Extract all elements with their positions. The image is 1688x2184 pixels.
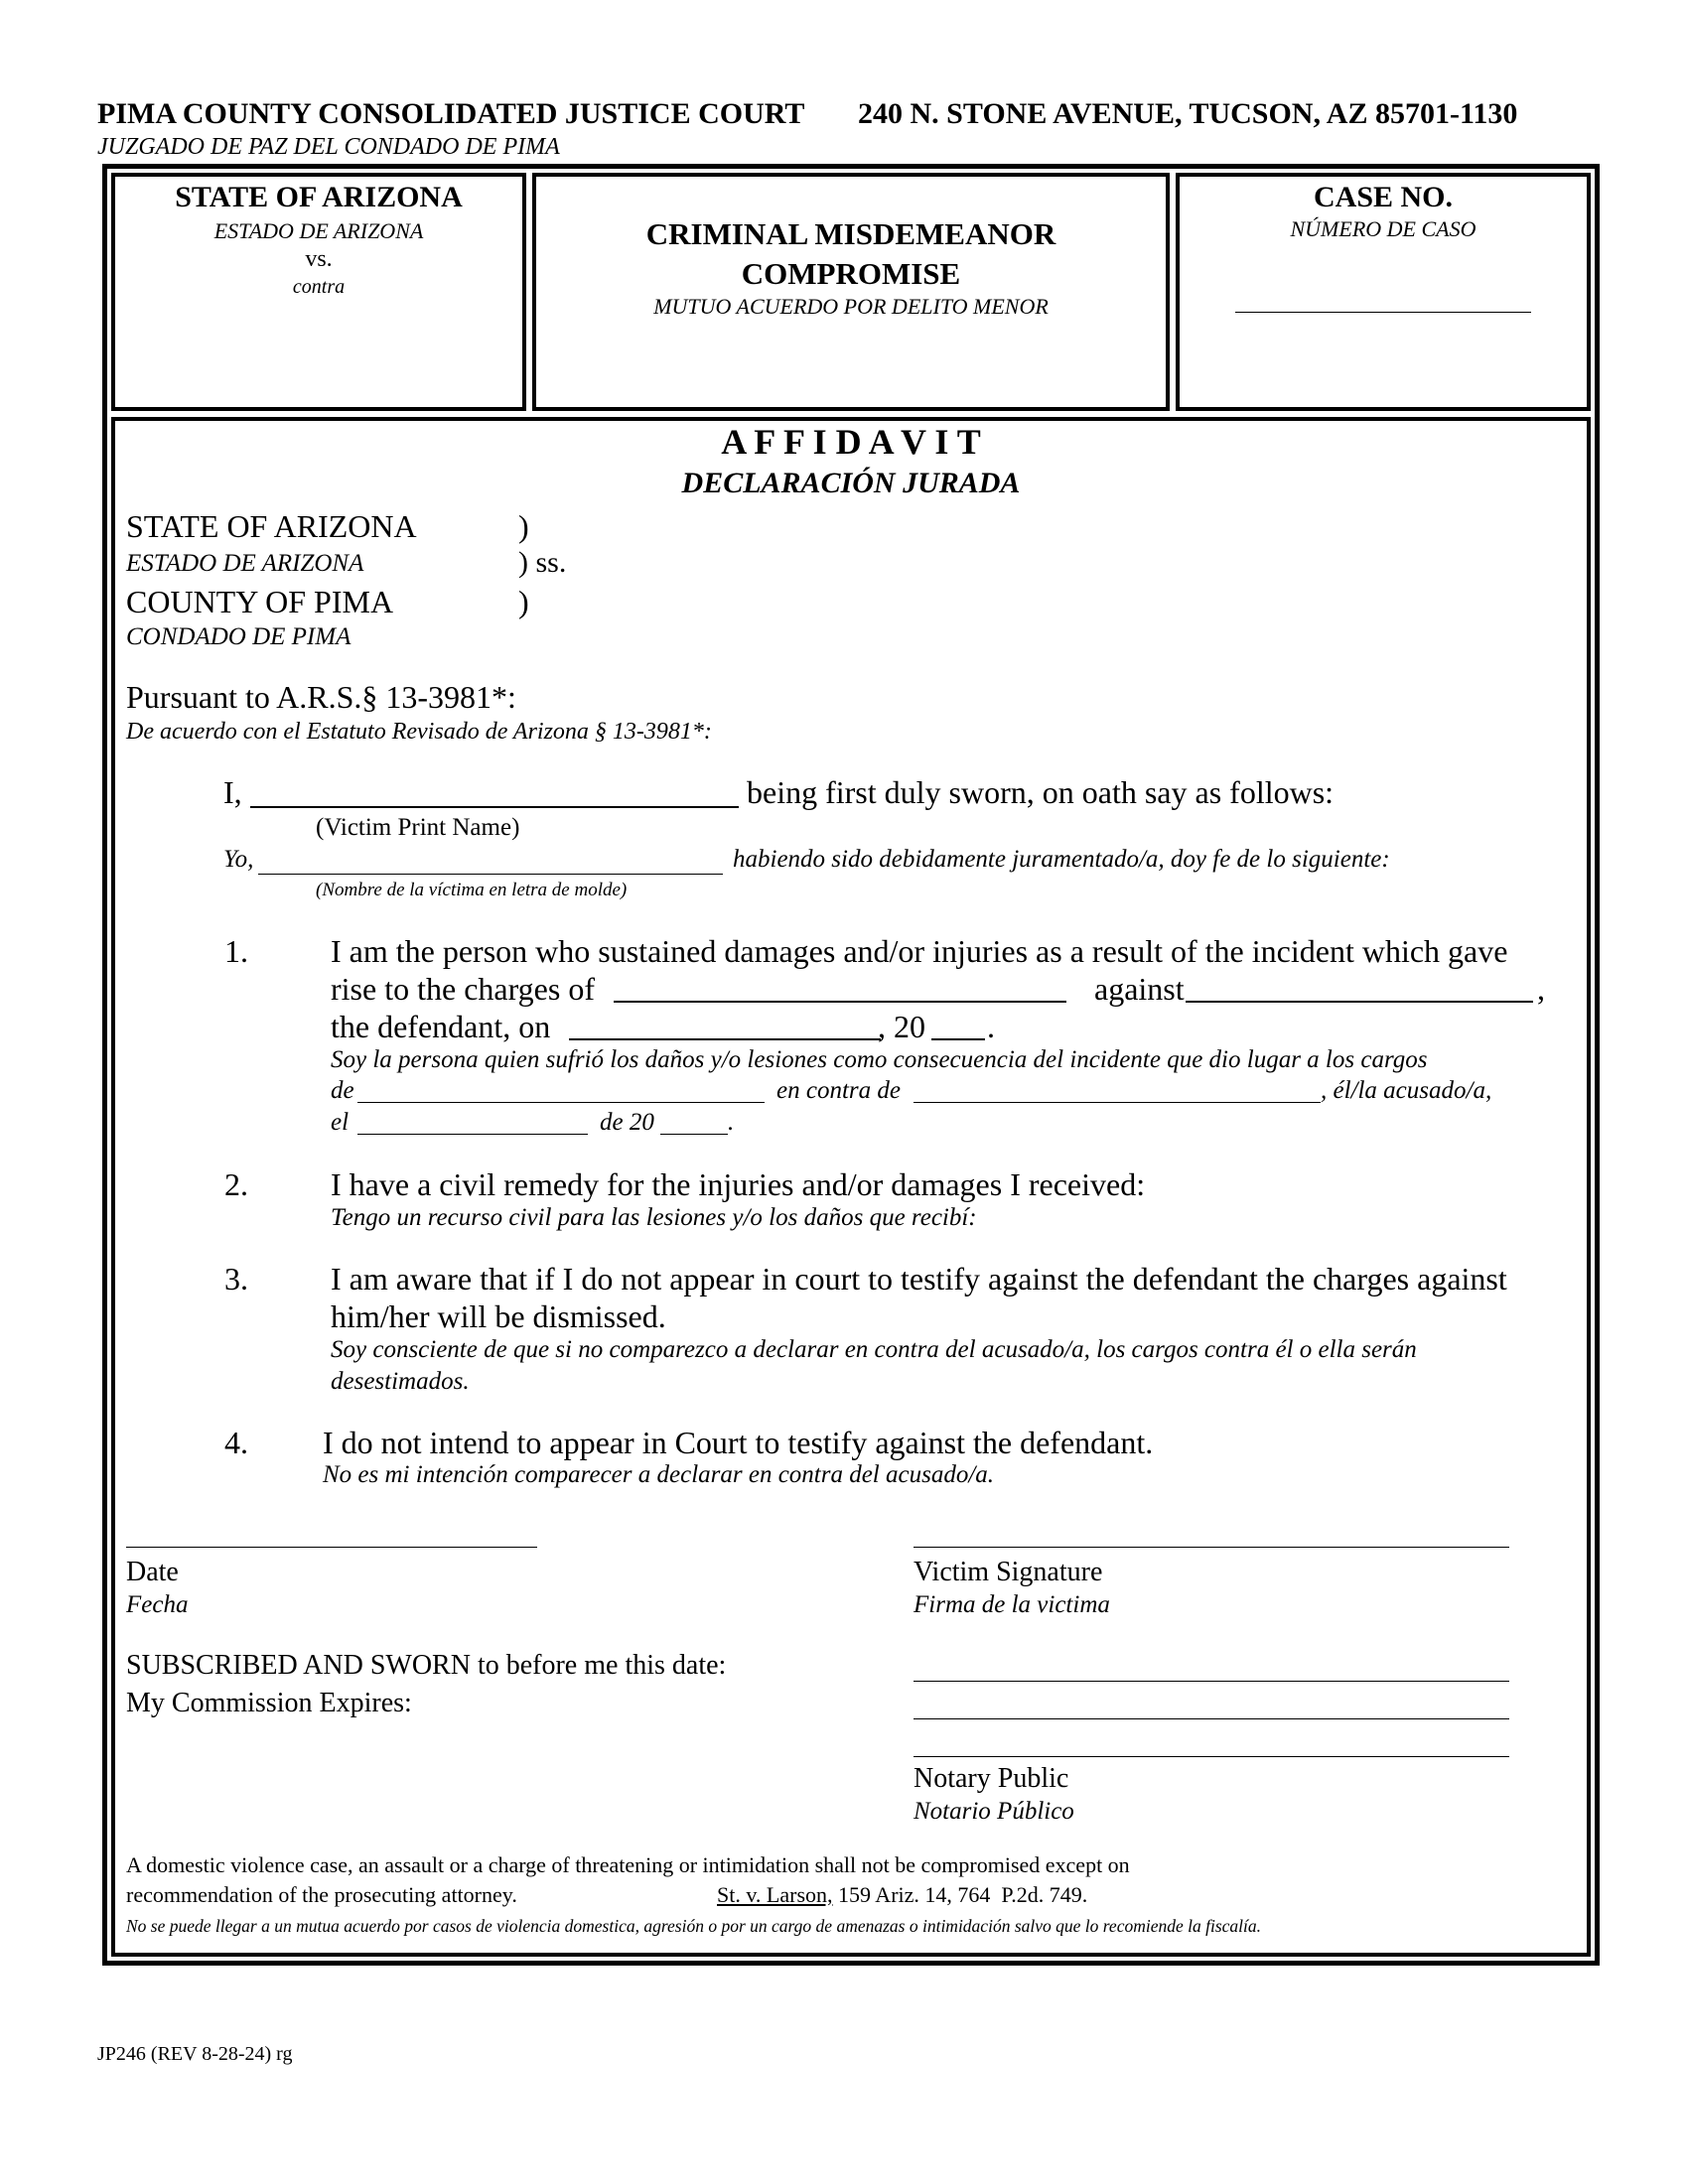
- pursuant-statute-spanish: De acuerdo con el Estatuto Revisado de Arizona § 13-3981*:: [126, 719, 712, 745]
- item-4-spanish: No es mi intención comparecer a declarar en contra del acusado/a.: [323, 1461, 995, 1488]
- form-id: JP246 (REV 8-28-24) rg: [97, 2043, 293, 2065]
- item-1-against: against: [1094, 971, 1185, 1007]
- victim-signature-label-spanish: Firma de la victima: [914, 1591, 1110, 1618]
- venue-county-spanish: CONDADO DE PIMA: [126, 623, 352, 650]
- notary-public-label-spanish: Notario Público: [914, 1798, 1074, 1825]
- victim-signature-field[interactable]: [914, 1547, 1509, 1548]
- oath-text-spanish: habiendo sido debidamente juramentado/a, doy fe de lo siguiente:: [733, 846, 1390, 873]
- date-label-spanish: Fecha: [126, 1591, 189, 1618]
- item-1-spanish-de20: de 20: [600, 1109, 654, 1136]
- incident-year-field[interactable]: [931, 1038, 985, 1040]
- case-citation-name: St. v. Larson,: [717, 1882, 833, 1907]
- parties-vs: vs.: [305, 246, 333, 272]
- item-2-spanish: Tengo un recurso civil para las lesiones y/o los daños que recibí:: [331, 1204, 977, 1231]
- case-number-field[interactable]: [1235, 312, 1531, 313]
- defendant-field-spanish[interactable]: [914, 1102, 1321, 1103]
- parties-vs-spanish: contra: [292, 276, 346, 298]
- form-title-box: [532, 173, 1170, 411]
- item-1-defendant-on: the defendant, on: [331, 1009, 551, 1044]
- case-citation: [717, 1882, 1087, 1908]
- case-number-label: CASE NO.: [1313, 181, 1454, 213]
- oath-yo: Yo,: [223, 846, 254, 873]
- date-label: Date: [126, 1557, 179, 1587]
- item-3-number: 3.: [224, 1261, 248, 1297]
- commission-expires-text: My Commission Expires:: [126, 1688, 412, 1718]
- case-citation-reporter: 159 Ariz. 14, 764 P.2d. 749.: [832, 1882, 1088, 1907]
- item-3-spanish-line2: desestimados.: [331, 1368, 470, 1395]
- incident-date-field-spanish[interactable]: [357, 1134, 588, 1135]
- venue-state-spanish: ESTADO DE ARIZONA: [126, 550, 364, 577]
- court-name: PIMA COUNTY CONSOLIDATED JUSTICE COURT: [97, 97, 805, 130]
- court-name-spanish: JUZGADO DE PAZ DEL CONDADO DE PIMA: [97, 134, 560, 160]
- affidavit-title-spanish: DECLARACIÓN JURADA: [681, 467, 1021, 499]
- notice-spanish: No se puede llegar a un mutua acuerdo por casos de violencia domestica, agresión o por un cargo de amenazas o intimidación salvo que lo recomiende la fiscalía.: [126, 1916, 1262, 1936]
- item-3-line2: him/her will be dismissed.: [331, 1298, 666, 1334]
- victim-name-label-spanish: (Nombre de la víctima en letra de molde): [316, 880, 628, 900]
- item-1-comma: ,: [1537, 971, 1545, 1007]
- item-1-spanish-contra: en contra de: [776, 1077, 901, 1104]
- sworn-date-field[interactable]: [914, 1681, 1509, 1682]
- item-1-spanish-el: el: [331, 1109, 350, 1136]
- incident-date-field[interactable]: [569, 1038, 881, 1040]
- parties-box: [111, 173, 526, 411]
- item-1-spanish-de: de: [331, 1077, 354, 1104]
- incident-year-field-spanish[interactable]: [660, 1134, 728, 1135]
- court-address: 240 N. STONE AVENUE, TUCSON, AZ 85701-1130: [858, 97, 1518, 130]
- form-title-line1: CRIMINAL MISDEMEANOR: [645, 216, 1056, 251]
- charges-field[interactable]: [614, 1001, 1066, 1003]
- commission-expires-field[interactable]: [914, 1718, 1509, 1719]
- parties-state-spanish: ESTADO DE ARIZONA: [213, 218, 424, 243]
- case-number-label-spanish: NÚMERO DE CASO: [1290, 216, 1477, 241]
- item-2-text: I have a civil remedy for the injuries and/or damages I received:: [331, 1166, 1146, 1202]
- item-4-number: 4.: [224, 1425, 248, 1460]
- pursuant-statute: Pursuant to A.R.S.§ 13-3981*:: [126, 679, 516, 715]
- notary-public-label: Notary Public: [914, 1763, 1069, 1794]
- venue-paren-3: ): [518, 584, 529, 619]
- item-1-spanish-period: .: [728, 1109, 735, 1136]
- oath-text: being first duly sworn, on oath say as follows:: [747, 774, 1335, 810]
- victim-name-label: (Victim Print Name): [316, 814, 520, 841]
- form-title-line2: COMPROMISE: [741, 256, 961, 291]
- victim-name-field-spanish[interactable]: [258, 874, 723, 875]
- venue-ss: ) ss.: [518, 546, 567, 579]
- oath-i: I,: [223, 774, 242, 810]
- item-1-rise: rise to the charges of: [331, 971, 595, 1007]
- affidavit-title: A F F I D A V I T: [721, 422, 981, 462]
- venue-state: STATE OF ARIZONA: [126, 508, 417, 544]
- charges-field-spanish[interactable]: [357, 1102, 765, 1103]
- parties-state: STATE OF ARIZONA: [175, 181, 463, 213]
- item-1-spanish-acusado: , él/la acusado/a,: [1321, 1077, 1492, 1104]
- item-1-year-prefix: , 20: [878, 1009, 925, 1044]
- item-4-text: I do not intend to appear in Court to testify against the defendant.: [323, 1425, 1154, 1460]
- item-3-line1: I am aware that if I do not appear in court to testify against the defendant the charges against: [331, 1261, 1507, 1297]
- venue-county: COUNTY OF PIMA: [126, 584, 394, 619]
- item-3-spanish-line1: Soy consciente de que si no comparezco a declarar en contra del acusado/a, los cargos contra él o ella serán: [331, 1336, 1417, 1363]
- venue-paren-1: ): [518, 508, 529, 544]
- defendant-field[interactable]: [1186, 1001, 1533, 1003]
- item-1-period: .: [987, 1009, 995, 1044]
- notice-line1: A domestic violence case, an assault or a charge of threatening or intimidation shall not be compromised except on: [126, 1852, 1130, 1877]
- notice-line2: recommendation of the prosecuting attorney.: [126, 1882, 517, 1907]
- item-2-number: 2.: [224, 1166, 248, 1202]
- victim-name-field[interactable]: [250, 806, 739, 808]
- item-1-number: 1.: [224, 933, 248, 969]
- case-number-box: [1176, 173, 1591, 411]
- victim-signature-label: Victim Signature: [914, 1557, 1103, 1587]
- notary-signature-field[interactable]: [914, 1756, 1509, 1757]
- date-field[interactable]: [126, 1547, 537, 1548]
- item-1-line1: I am the person who sustained damages and/or injuries as a result of the incident which gave: [331, 933, 1508, 969]
- subscribed-sworn-text: SUBSCRIBED AND SWORN to before me this date:: [126, 1650, 727, 1681]
- item-1-spanish-line1: Soy la persona quien sufrió los daños y/o lesiones como consecuencia del incidente que dio lugar a los cargos: [331, 1046, 1428, 1073]
- form-title-spanish: MUTUO ACUERDO POR DELITO MENOR: [653, 294, 1049, 319]
